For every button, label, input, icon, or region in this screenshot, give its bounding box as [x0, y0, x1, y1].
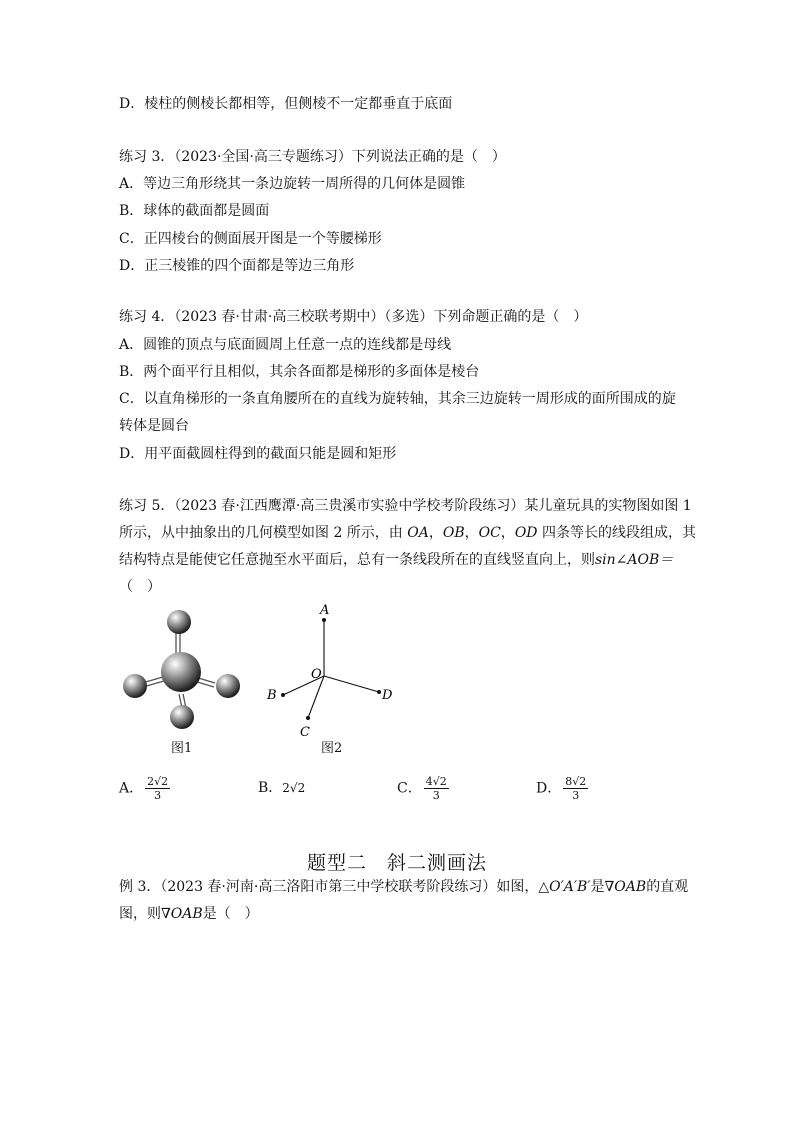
numerator: 4√2 — [425, 775, 447, 788]
eg3-text: 是 — [590, 879, 605, 895]
eg3-text: 例 3．（2023 春·河南·高三洛阳市第三中学校联考阶段练习）如图， — [119, 879, 539, 895]
figure-1-caption: 图1 — [171, 741, 193, 756]
numerator: 8√2 — [565, 775, 587, 788]
ex5-option-d — [536, 775, 588, 802]
point-d — [377, 690, 381, 694]
segment-od-line — [324, 676, 379, 692]
ex5-option-c — [397, 775, 449, 802]
ex5-option-b — [258, 778, 305, 798]
ex3-option-a: A．等边三角形绕其一条边旋转一周所得的几何体是圆锥 — [119, 176, 466, 192]
ex3-stem: 练习 3．（2023·全国·高三专题练习）下列说法正确的是（ ） — [119, 149, 506, 165]
ex2-option-d: D．棱柱的侧棱长都相等，但侧棱不一定都垂直于底面 — [119, 96, 453, 112]
label-c: C — [300, 725, 310, 740]
option-b-label: B． — [258, 780, 283, 796]
label-o: O — [311, 667, 322, 682]
sin-expression: sin∠AOB＝ — [595, 552, 674, 568]
segment-oa: OA — [407, 525, 429, 541]
top-ball — [167, 610, 191, 634]
option-b-value: 2√2 — [282, 781, 306, 795]
ex5-text: 结构特点是能使它任意抛至水平面后，总有一条线段所在的直线竖直向上，则 — [119, 552, 595, 568]
ex4-option-c-line2: 转体是圆台 — [119, 418, 189, 434]
ex3-option-d: D．正三棱锥的四个面都是等边三角形 — [119, 258, 355, 274]
section-heading: 题型二 斜二测画法 — [306, 852, 487, 874]
ex5-option-a — [119, 775, 170, 802]
numerator: 2√2 — [147, 775, 169, 788]
ex4-option-b: B．两个面平行且相似，其余各面都是梯形的多面体是棱台 — [119, 364, 480, 380]
ex4-option-c-line1: C．以直角梯形的一条直角腰所在的直线为旋转轴，其余三边旋转一周形成的面所围成的旋 — [119, 391, 676, 407]
point-a — [322, 618, 326, 622]
figure-1-toy-model — [115, 608, 250, 736]
ex4-stem: 练习 4．（2023 春·甘肃·高三校联考期中）（多选）下列命题正确的是（ ） — [119, 309, 588, 325]
label-a: A — [320, 603, 330, 618]
triangle-oab: ∇OAB — [604, 879, 647, 895]
triangle-oab-prime: △O′A′B′ — [538, 879, 591, 895]
denominator: 3 — [572, 789, 580, 802]
ex5-text: 四条等长的线段组成，其 — [541, 525, 696, 541]
fraction — [424, 775, 449, 802]
triangle-oab: ∇OAB — [161, 906, 203, 922]
right-ball — [216, 674, 240, 698]
ex4-option-d: D．用平面截圆柱得到的截面只能是圆和矩形 — [119, 446, 397, 462]
eg3-text: 是（ ） — [202, 906, 259, 922]
point-c — [306, 716, 310, 720]
ex3-option-b: B．球体的截面都是圆面 — [119, 203, 270, 219]
figure-2-geometric-model — [258, 600, 408, 745]
bottom-ball — [170, 705, 194, 729]
figure-2-caption: 图2 — [321, 741, 343, 756]
eg3-stem-line1 — [119, 877, 688, 897]
denominator: 3 — [432, 789, 440, 802]
eg3-text: 图，则 — [119, 906, 161, 922]
eg3-stem-line2 — [119, 904, 259, 924]
segment-oc: OC — [478, 525, 501, 541]
ex5-stem-line3 — [119, 550, 673, 570]
denominator: 3 — [154, 789, 162, 802]
segment-ob: OB — [442, 525, 465, 541]
label-d: D — [382, 688, 393, 703]
ex5-stem-line1: 练习 5．（2023 春·江西鹰潭·高三贵溪市实验中学校考阶段练习）某儿童玩具的实物图如图 1 — [119, 498, 692, 514]
option-a-label: A． — [119, 780, 144, 797]
center-ball — [161, 652, 201, 692]
ex3-option-c: C．正四棱台的侧面展开图是一个等腰梯形 — [119, 231, 382, 247]
label-b: B — [267, 688, 277, 703]
ex4-option-a: A．圆锥的顶点与底面圆周上任意一点的连线都是母线 — [119, 337, 452, 353]
ex5-stem-line4: （ ） — [119, 579, 161, 595]
point-b — [281, 693, 285, 697]
segment-od: OD — [514, 525, 538, 541]
ex5-stem-line2: 所示，从中抽象出的几何模型如图 2 所示，由 OA，OB，OC，OD 四条等长的线段组成，其 — [119, 525, 696, 541]
option-d-label: D． — [536, 780, 562, 797]
left-ball — [123, 674, 147, 698]
fraction — [563, 775, 588, 802]
fraction — [145, 775, 170, 802]
option-c-label: C． — [397, 780, 422, 797]
ex5-text: 所示，从中抽象出的几何模型如图 2 所示，由 — [119, 525, 408, 541]
eg3-text: 的直观 — [646, 879, 689, 895]
